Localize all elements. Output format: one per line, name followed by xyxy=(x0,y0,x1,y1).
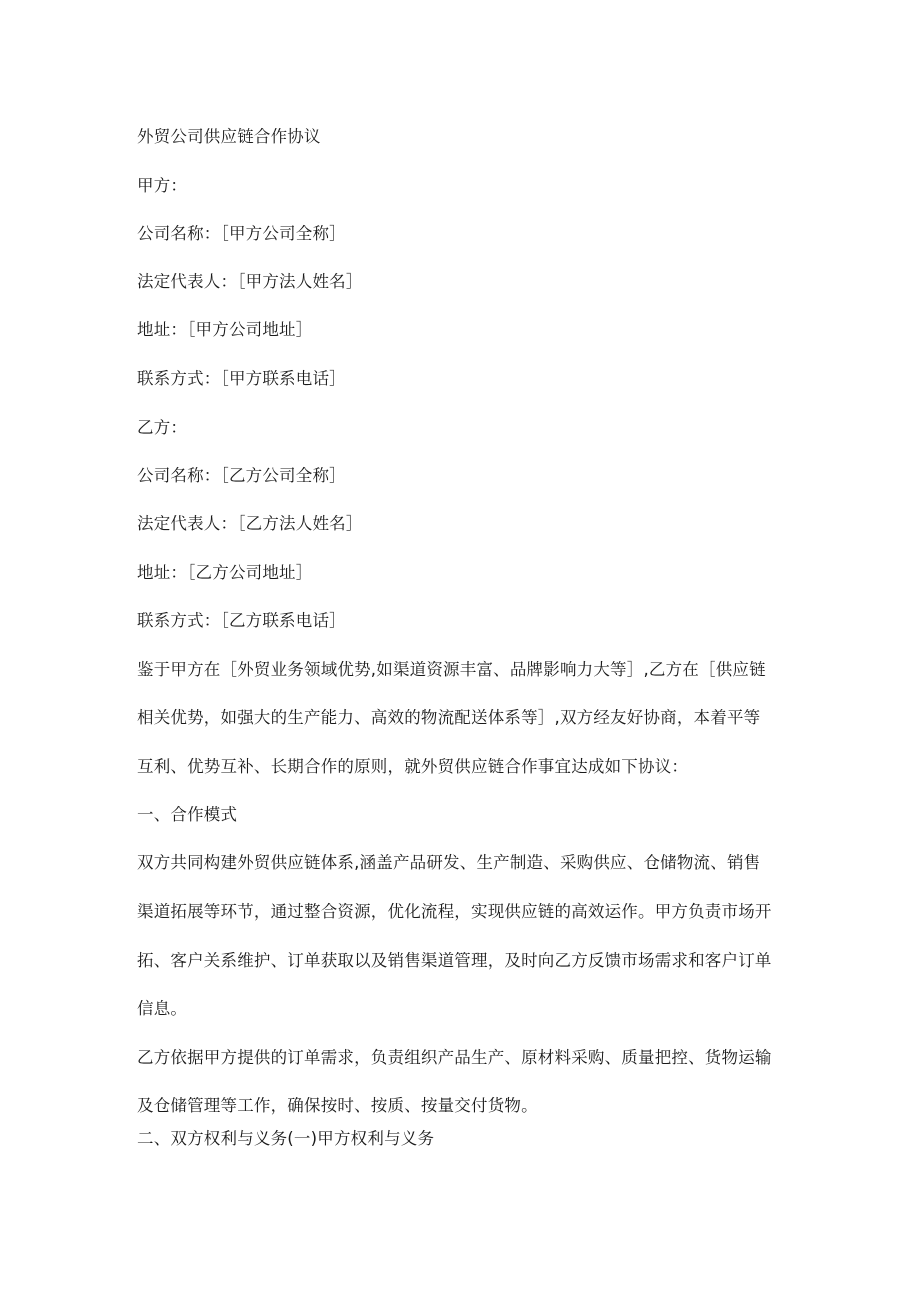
section2-heading: 二、双方权利与义务(一)甲方权利与义务 xyxy=(137,1129,435,1148)
party-b-legal-rep: 法定代表人：［乙方法人姓名］ xyxy=(137,514,363,533)
party-b-company-name: 公司名称：［乙方公司全称］ xyxy=(137,466,346,485)
section1-para2-line: 及仓储管理等工作，确保按时、按质、按量交付货物。 xyxy=(137,1096,538,1115)
party-b-heading: 乙方： xyxy=(137,418,188,437)
section1-para1-line: 双方共同构建外贸供应链体系,涵盖产品研发、生产制造、采购供应、仓储物流、销售 xyxy=(137,853,761,872)
section1-para1-line: 渠道拓展等环节，通过整合资源，优化流程，实现供应链的高效运作。甲方负责市场开 xyxy=(137,902,772,921)
preamble-line: 互利、优势互补、长期合作的原则，就外贸供应链合作事宜达成如下协议： xyxy=(137,757,689,776)
party-b-contact: 联系方式：［乙方联系电话］ xyxy=(137,611,346,630)
party-a-contact: 联系方式：［甲方联系电话］ xyxy=(137,369,346,388)
section1-para1-line: 信息。 xyxy=(137,999,188,1018)
section1-para1-line: 拓、客户关系维护、订单获取以及销售渠道管理，及时向乙方反馈市场需求和客户订单 xyxy=(137,951,772,970)
section1-para2-line: 乙方依据甲方提供的订单需求，负责组织产品生产、原材料采购、质量把控、货物运输 xyxy=(137,1048,772,1067)
preamble-line: 鉴于甲方在［外贸业务领域优势,如渠道资源丰富、品牌影响力大等］,乙方在［供应链 xyxy=(137,660,766,679)
party-a-legal-rep: 法定代表人：［甲方法人姓名］ xyxy=(137,272,363,291)
party-a-heading: 甲方： xyxy=(137,176,188,195)
document-title: 外贸公司供应链合作协议 xyxy=(137,127,321,146)
preamble-line: 相关优势，如强大的生产能力、高效的物流配送体系等］,双方经友好协商，本着平等 xyxy=(137,708,761,727)
party-b-address: 地址：［乙方公司地址］ xyxy=(137,563,313,582)
section1-heading: 一、合作模式 xyxy=(137,805,238,824)
party-a-address: 地址：［甲方公司地址］ xyxy=(137,320,313,339)
party-a-company-name: 公司名称：［甲方公司全称］ xyxy=(137,224,346,243)
